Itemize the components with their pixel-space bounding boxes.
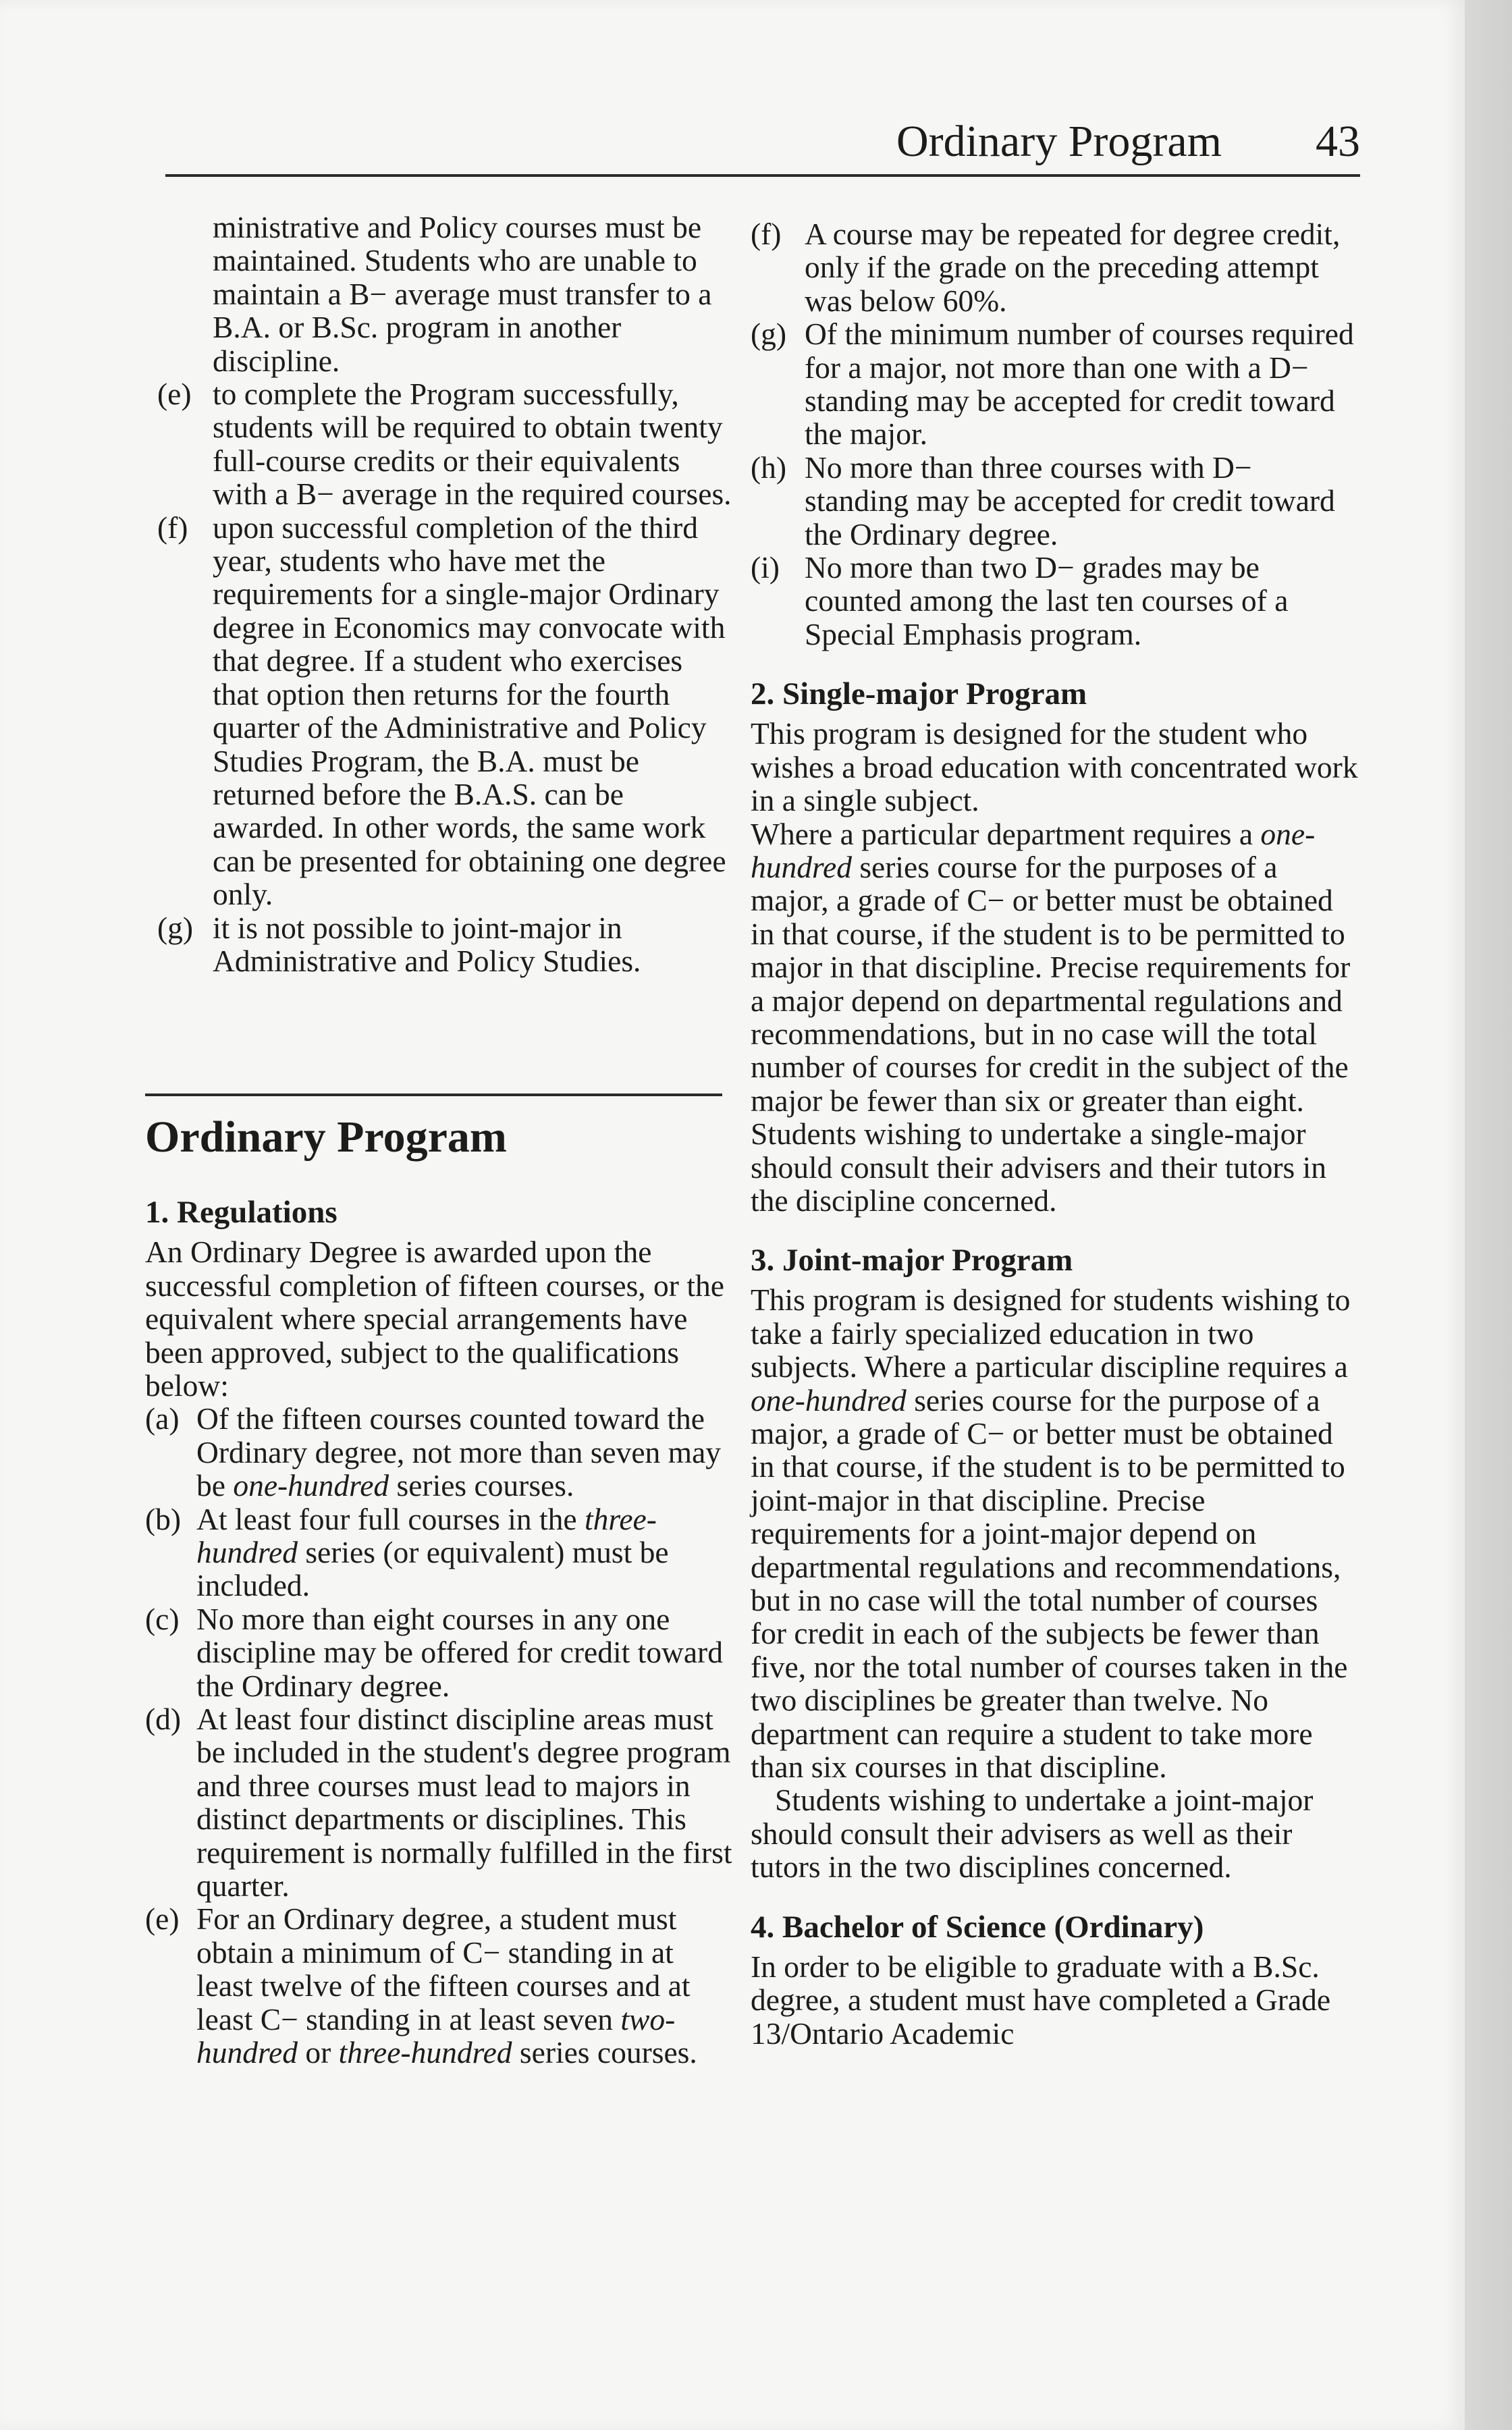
list-item <box>157 377 732 511</box>
list-label: (a) <box>145 1401 180 1436</box>
section-rule <box>145 1094 722 1096</box>
list-item <box>157 511 732 911</box>
section-title: Ordinary Program <box>145 1112 507 1162</box>
list-label: (h) <box>751 450 787 485</box>
paragraph: Students wishing to undertake a joint-major should consult their advisers as well as their tutors in the two disciplines concerned. <box>751 1783 1314 1885</box>
list-text: it is not possible to joint-major in Administrative and Policy Studies. <box>213 910 641 978</box>
list-label: (c) <box>145 1601 180 1636</box>
list-item <box>751 451 1358 551</box>
list-label: (i) <box>751 550 780 585</box>
page-number: 43 <box>1316 117 1360 166</box>
left-column <box>145 211 732 2070</box>
list-item <box>145 1402 732 1502</box>
subsection-heading: 2. Single-major Program <box>751 676 1087 712</box>
list-label: (f) <box>157 510 188 545</box>
list-item <box>145 1702 732 1902</box>
list-text: For an Ordinary degree, a student must obtain a minimum of C− standing in at least twelve of the fifteen courses and at least C− standing in at least seven two-hundred or three-hundred series courses. <box>196 1901 697 2070</box>
running-header <box>165 113 1360 177</box>
list-text: No more than two D− grades may be counted among the last ten courses of a Special Emphasis program. <box>805 550 1289 651</box>
list-text: At least four full courses in the three-hundred series (or equivalent) must be included. <box>196 1501 669 1603</box>
list-text: At least four distinct discipline areas must be included in the student's degree program and three courses must lead to majors in distinct departments or disciplines. This requirement is normally fulfilled in the first quarter. <box>196 1702 732 1904</box>
list-text: Of the fifteen courses counted toward the Ordinary degree, not more than seven may be one-hundred series courses. <box>196 1401 722 1503</box>
list-item <box>751 217 1358 317</box>
paragraph: In order to be eligible to graduate with a B.Sc. degree, a student must have completed a Grade 13/Ontario Academic <box>751 1949 1331 2051</box>
continued-paragraph: ministrative and Policy courses must be maintained. Students who are unable to maintain a B− average must transfer to a B.A. or B.Sc. program in another discipline. <box>213 210 712 378</box>
list-label: (g) <box>751 317 787 352</box>
list-item <box>145 1902 732 2069</box>
list-label: (e) <box>157 377 192 412</box>
list-item <box>157 911 732 978</box>
subsection-heading: 4. Bachelor of Science (Ordinary) <box>751 1909 1204 1945</box>
list-label: (b) <box>145 1501 182 1536</box>
list-label: (d) <box>145 1702 182 1737</box>
paragraph: Where a particular department requires a one-hundred series course for the purposes of a major, a grade of C− or better must be obtained in that course, if the student is to be permitted to major in that discipline. Precise requirements for a major depend on departmental regulations and recommendations, but in no case will the total number of courses for credit in the subject of the major be fewer than six or greater than eight. <box>751 816 1351 1118</box>
list-item <box>751 551 1358 651</box>
list-item <box>751 317 1358 451</box>
list-text: No more than eight courses in any one discipline may be offered for credit toward the Ordinary degree. <box>196 1601 723 1703</box>
running-title: Ordinary Program <box>896 117 1222 166</box>
list-label: (e) <box>145 1901 180 1937</box>
list-item <box>145 1503 732 1602</box>
list-item <box>145 1602 732 1702</box>
paragraph: This program is designed for the student who wishes a broad education with concentrated work in a single subject. <box>751 716 1358 818</box>
list-text: No more than three courses with D− standing may be accepted for credit toward the Ordinary degree. <box>805 450 1335 551</box>
list-text: upon successful completion of the third year, students who have met the requirements for a single-major Ordinary degree in Economics may convocate with that degree. If a student who exercises that option then returns for the fourth quarter of the Administrative and Policy Studies Program, the B.A. must be returned before the B.A.S. can be awarded. In other words, the same work can be presented for obtaining one degree only. <box>213 510 726 912</box>
list-text: Of the minimum number of courses required for a major, not more than one with a D− standing may be accepted for credit toward the major. <box>805 317 1354 452</box>
list-text: to complete the Program successfully, students will be required to obtain twenty full-course credits or their equivalents with a B− average in the required courses. <box>213 377 732 512</box>
list-label: (g) <box>157 910 194 945</box>
page-edge <box>1465 0 1512 2430</box>
list-text: A course may be repeated for degree credit, only if the grade on the preceding attempt was below 60%. <box>805 217 1341 318</box>
paragraph: This program is designed for students wishing to take a fairly specialized education in two subjects. Where a particular discipline requires a one-hundred series course for the purpose of a major, a grade of C− or better must be obtained in that course, if the student is to be permitted to joint-major in that discipline. Precise requirements for a joint-major depend on departmental regulations and recommendations, but in no case will the total number of courses for credit in each of the subjects be fewer than five, nor the total number of courses taken in the two disciplines be greater than twelve. No department can require a student to take more than six courses in that discipline. <box>751 1282 1351 1785</box>
list-label: (f) <box>751 217 782 251</box>
right-column <box>751 211 1358 2050</box>
paragraph: Students wishing to undertake a single-major should consult their advisers and their tutors in the discipline concerned. <box>751 1116 1326 1218</box>
subsection-heading: 1. Regulations <box>145 1195 338 1231</box>
regulations-intro: An Ordinary Degree is awarded upon the successful completion of fifteen courses, or the equivalent where special arrangements have been approved, subject to the qualifications below: <box>145 1235 724 1403</box>
subsection-heading: 3. Joint-major Program <box>751 1243 1073 1278</box>
